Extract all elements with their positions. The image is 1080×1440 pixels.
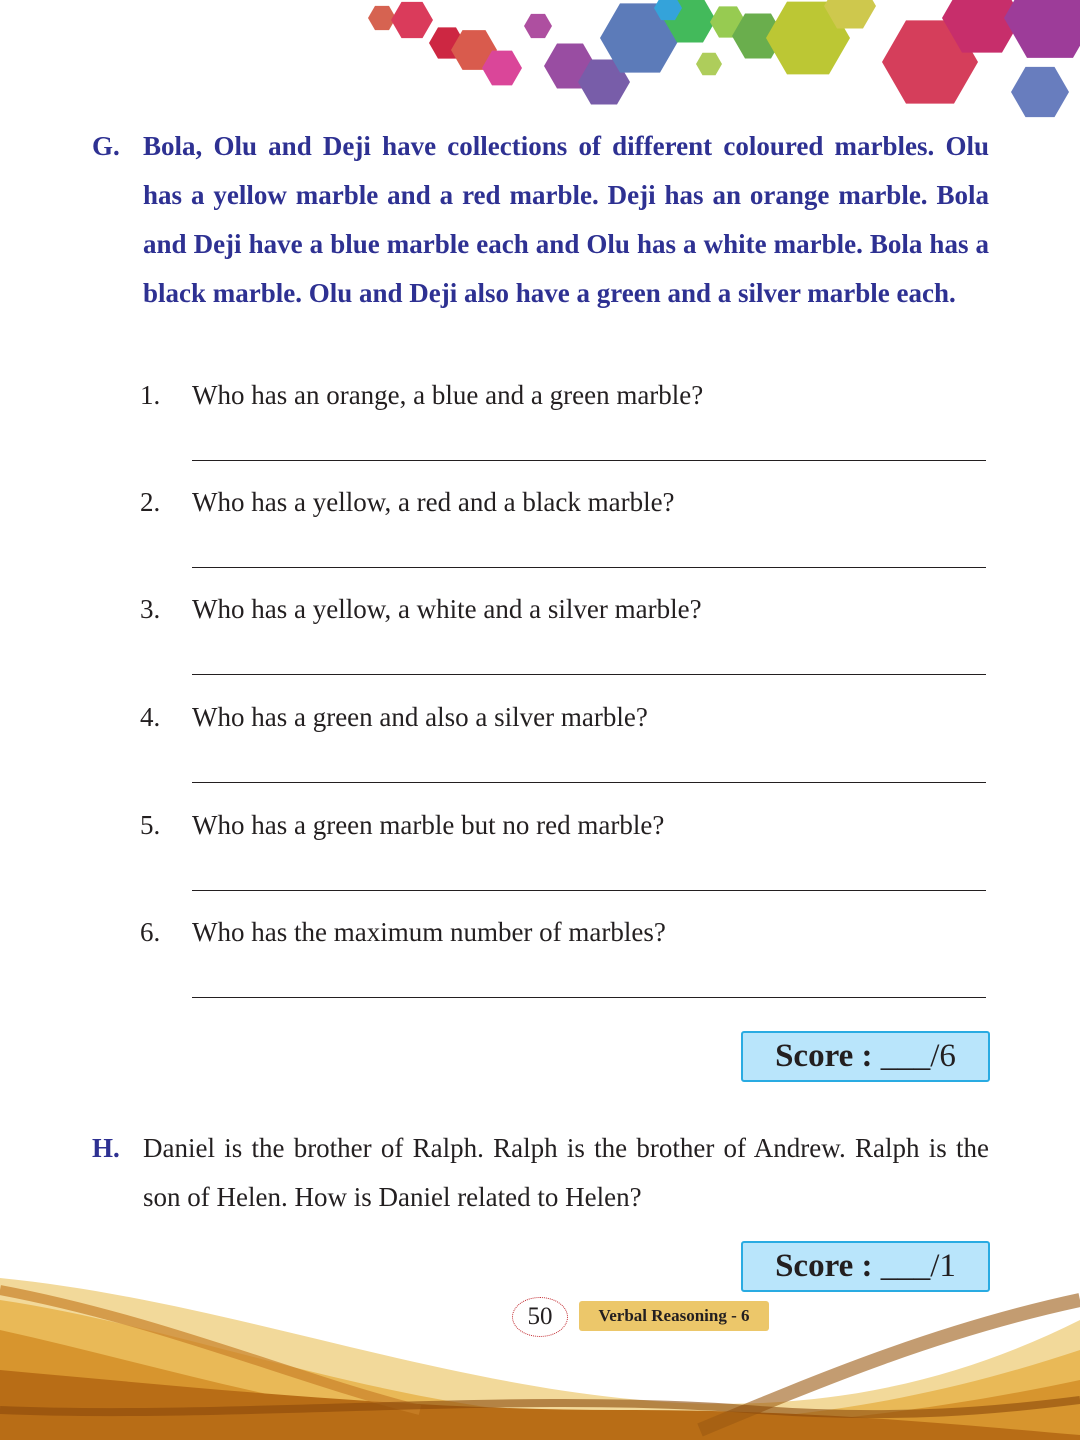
question-text: Who has a yellow, a white and a silver marble? (192, 594, 702, 624)
answer-line[interactable] (192, 890, 986, 891)
section-h-question: Daniel is the brother of Ralph. Ralph is the brother of Andrew. Ralph is the son of Helen. How is Daniel related to Helen? (143, 1133, 989, 1212)
answer-line[interactable] (192, 674, 986, 675)
question-text: Who has a green marble but no red marble? (192, 810, 665, 840)
score-box-h (741, 1241, 990, 1292)
question-number: 1. (140, 380, 161, 410)
question-text: Who has a green and also a silver marble? (192, 702, 648, 732)
answer-line[interactable] (192, 782, 986, 783)
score-label: Score : (775, 1248, 873, 1284)
book-title-tag: Verbal Reasoning - 6 (579, 1301, 769, 1331)
score-value[interactable]: ___/6 (872, 1038, 956, 1074)
question-number: 4. (140, 702, 161, 732)
answer-line[interactable] (192, 567, 986, 568)
question-item (140, 694, 990, 801)
answer-line[interactable] (192, 460, 986, 461)
section-g-letter: G. (92, 131, 120, 161)
section-h-letter: H. (92, 1133, 120, 1163)
question-number: 2. (140, 487, 161, 517)
answer-line[interactable] (192, 997, 986, 998)
section-g-passage: Bola, Olu and Deji have collections of different coloured marbles. Olu has a yellow marble and a red marble. Deji has an orange marble. Bola and Deji have a blue marble each and Olu has a white marble. Bola has a black marble. Olu and Deji also have a green and a silver marble each. (143, 131, 989, 308)
score-box-g (741, 1031, 990, 1082)
question-text: Who has an orange, a blue and a green marble? (192, 380, 704, 410)
question-number: 6. (140, 917, 161, 947)
question-number: 3. (140, 594, 161, 624)
question-item (140, 909, 990, 1016)
question-item (140, 479, 990, 586)
question-text: Who has the maximum number of marbles? (192, 917, 666, 947)
hexagon-decoration (0, 0, 1080, 130)
question-item (140, 802, 990, 909)
question-number: 5. (140, 810, 161, 840)
score-value[interactable]: ___/1 (872, 1248, 956, 1284)
question-text: Who has a yellow, a red and a black marble? (192, 487, 675, 517)
question-item (140, 586, 990, 693)
question-item (140, 372, 990, 479)
page-number: 50 (512, 1297, 568, 1337)
score-label: Score : (775, 1038, 873, 1074)
